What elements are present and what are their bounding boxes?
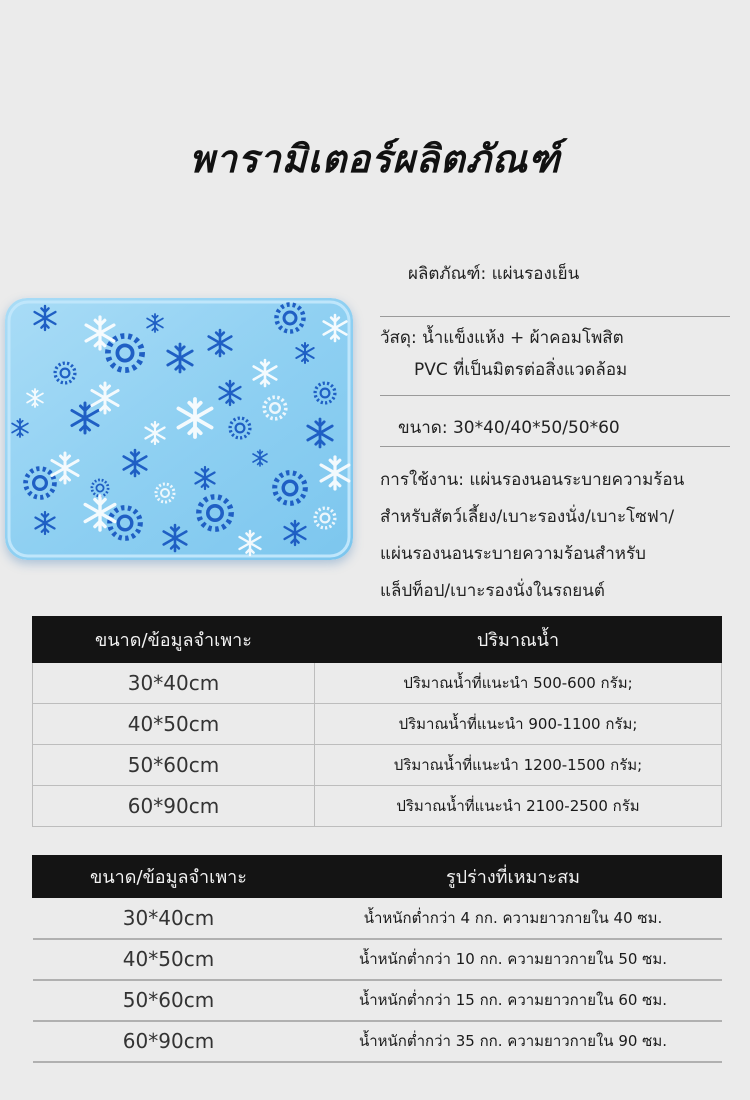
cell-fit: น้ำหนักต่ำกว่า 15 กก. ความยาวกายใน 60 ซม. xyxy=(305,980,722,1021)
table-row xyxy=(33,663,722,704)
spec-size: ขนาด: 30*40/40*50/50*60 xyxy=(398,418,620,438)
cell-water: ปริมาณน้ำที่แนะนำ 1200-1500 กรัม; xyxy=(315,745,722,786)
divider xyxy=(380,395,730,396)
table-row xyxy=(33,1021,722,1062)
table-row xyxy=(33,898,722,939)
divider xyxy=(380,446,730,447)
cell-size: 30*40cm xyxy=(33,898,305,939)
cell-size: 40*50cm xyxy=(33,939,305,980)
spec-usage-line1: การใช้งาน: แผ่นรองนอนระบายความร้อน xyxy=(380,470,685,490)
spec-material xyxy=(380,322,730,386)
cell-size: 60*90cm xyxy=(33,1021,305,1062)
cell-water: ปริมาณน้ำที่แนะนำ 2100-2500 กรัม xyxy=(315,786,722,827)
cell-water: ปริมาณน้ำที่แนะนำ 500-600 กรัม; xyxy=(315,663,722,704)
page-title: พารามิเตอร์ผลิตภัณฑ์ xyxy=(189,137,561,181)
header-water: ปริมาณน้ำ xyxy=(315,617,722,663)
suitable-size-table xyxy=(32,855,722,1063)
spec-usage-line4: แล็ปท็อป/เบาะรองนั่งในรถยนต์ xyxy=(380,581,605,601)
table-row xyxy=(33,786,722,827)
cell-size: 50*60cm xyxy=(33,745,315,786)
cell-size: 30*40cm xyxy=(33,663,315,704)
header-fit: รูปร่างที่เหมาะสม xyxy=(305,856,722,898)
divider xyxy=(380,316,730,317)
table-row xyxy=(33,980,722,1021)
cell-fit: น้ำหนักต่ำกว่า 35 กก. ความยาวกายใน 90 ซม. xyxy=(305,1021,722,1062)
table-row xyxy=(33,704,722,745)
cell-water: ปริมาณน้ำที่แนะนำ 900-1100 กรัม; xyxy=(315,704,722,745)
spec-usage xyxy=(380,462,730,610)
table-row xyxy=(33,745,722,786)
cell-size: 50*60cm xyxy=(33,980,305,1021)
spec-material-line2: PVC ที่เป็นมิตรต่อสิ่งแวดล้อม xyxy=(414,360,628,380)
header-size: ขนาด/ข้อมูลจำเพาะ xyxy=(33,617,315,663)
cell-size: 60*90cm xyxy=(33,786,315,827)
header-size: ขนาด/ข้อมูลจำเพาะ xyxy=(33,856,305,898)
table-header-row xyxy=(33,617,722,663)
spec-product: ผลิตภัณฑ์: แผ่นรองเย็น xyxy=(408,264,580,284)
water-amount-table xyxy=(32,616,722,827)
cooling-mat-image xyxy=(5,298,353,560)
table-row xyxy=(33,939,722,980)
cell-fit: น้ำหนักต่ำกว่า 4 กก. ความยาวกายใน 40 ซม. xyxy=(305,898,722,939)
spec-material-line1: วัสดุ: น้ำแข็งแห้ง + ผ้าคอมโพสิต xyxy=(380,328,624,348)
spec-usage-line3: แผ่นรองนอนระบายความร้อนสำหรับ xyxy=(380,544,646,564)
table-header-row xyxy=(33,856,722,898)
spec-usage-line2: สำหรับสัตว์เลี้ยง/เบาะรองนั่ง/เบาะโซฟา/ xyxy=(380,507,675,527)
cell-size: 40*50cm xyxy=(33,704,315,745)
cell-fit: น้ำหนักต่ำกว่า 10 กก. ความยาวกายใน 50 ซม. xyxy=(305,939,722,980)
